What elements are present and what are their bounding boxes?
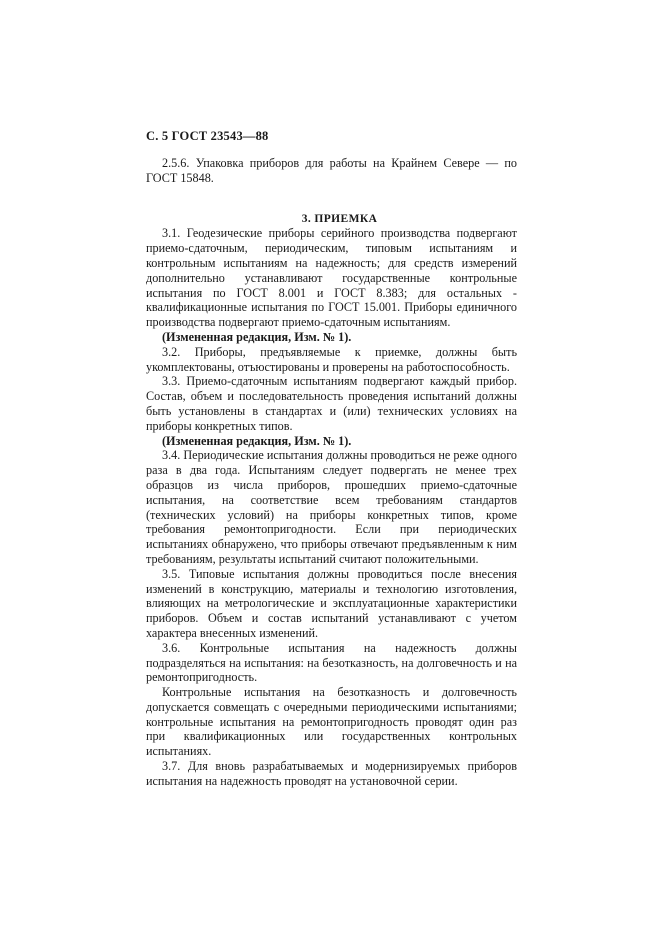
amendment-note-1: (Измененная редакция, Изм. № 1).: [162, 329, 352, 344]
paragraph-3-5: 3.5. Типовые испытания должны проводиться после внесения изменений в конструкцию, материалы и технологию изготовления, влияющих на метрологические и эксплуатационные характеристики приборов. Объем и состав испытаний устанавливают с учетом характера внесенных изменений.: [146, 566, 517, 640]
amendment-note-2: (Измененная редакция, Изм. № 1).: [162, 433, 352, 448]
paragraph-3-3: 3.3. Приемо-сдаточным испытаниям подвергают каждый прибор. Состав, объем и последовательность проведения испытаний должны быть установлены в стандартах и (или) технических условиях на приборы конкретных типов.: [146, 374, 517, 433]
paragraph-2-5-6: 2.5.6. Упаковка приборов для работы на Крайнем Севере — по ГОСТ 15848.: [146, 156, 517, 185]
paragraph-3-6: 3.6. Контрольные испытания на надежность должны подразделяться на испытания: на безотказность, на долговечность и на ремонтопригодность.: [146, 640, 517, 685]
paragraph-3-7: 3.7. Для вновь разрабатываемых и модернизируемых приборов испытания на надежность проводят на установочной серии.: [146, 759, 517, 788]
document-body: [146, 156, 517, 789]
paragraph-3-1: 3.1. Геодезические приборы серийного производства подвергают приемо-сдаточным, периодическим, типовым испытаниям и контрольным испытаниям на надежность; для средств измерений дополнительно устанавливают государственные контрольные испытания по ГОСТ 8.001 и ГОСТ 8.383; для остальных - квалификационные испытания по ГОСТ 15.001. Приборы единичного производства подвергают приемо-сдаточным испытаниям.: [146, 226, 517, 330]
paragraph-3-2: 3.2. Приборы, предъявляемые к приемке, должны быть укомплектованы, отъюстированы и проверены на работоспособность.: [146, 344, 517, 374]
page-header: С. 5 ГОСТ 23543—88: [146, 129, 269, 143]
section-title: 3. ПРИЕМКА: [301, 212, 378, 225]
paragraph-3-4: 3.4. Периодические испытания должны проводиться не реже одного раза в два года. Испытаниям следует подвергать не менее трех образцов из числа приборов, прошедших приемо-сдаточные испытания, на соответствие всем требованиям стандартов (технических условий) на приборы конкретных типов, кроме требования ремонтопригодности. Если при периодических испытаниях обнаружено, что приборы отвечают предъявленным к ним требованиям, результаты испытаний считают положительными.: [146, 448, 517, 566]
paragraph-3-6-continued: Контрольные испытания на безотказность и долговечность допускается совмещать с очередными периодическими испытаниями; контрольные испытания на ремонтопригодность проводят один раз при квалификационных или государственных контрольных испытаниях.: [146, 685, 517, 759]
